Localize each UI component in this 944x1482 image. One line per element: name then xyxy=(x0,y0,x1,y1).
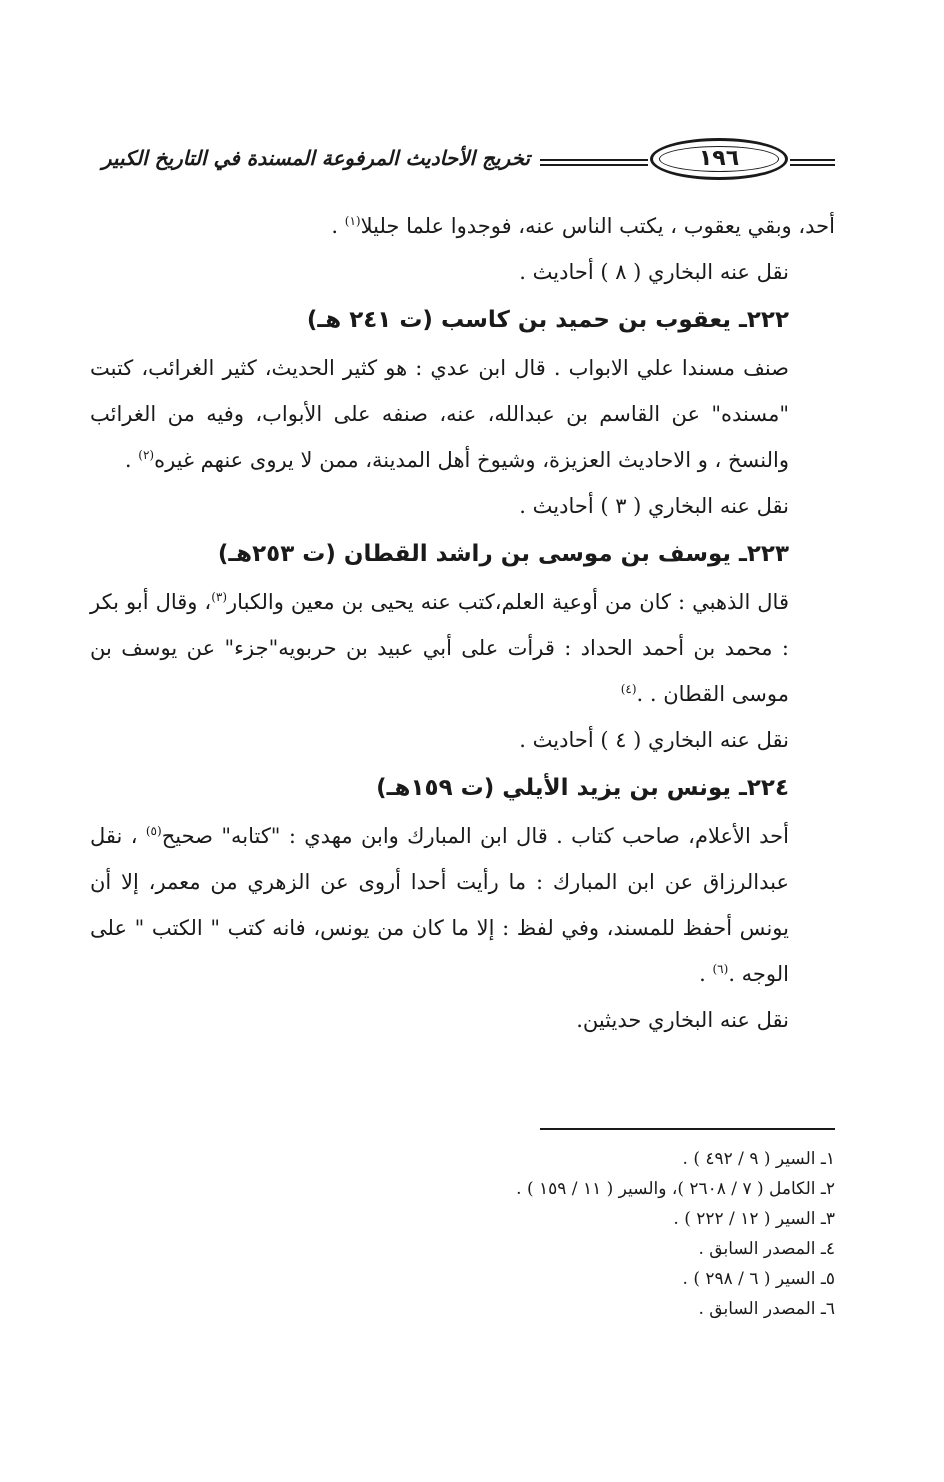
footnote: ١ـ السير ( ٩ / ٤٩٢ ) . xyxy=(682,1149,835,1169)
entry-heading-223: ٢٢٣ـ يوسف بن موسى بن راشد القطان (ت ٢٥٣هـ) xyxy=(217,541,789,567)
footnote: ٢ـ الكامل ( ٧ / ٢٦٠٨ )، والسير ( ١١ / ١٥٩ ) . xyxy=(516,1179,835,1199)
footnotes xyxy=(300,1144,835,1324)
continuation-line: أحد، وبقي يعقوب ، يكتب الناس عنه، فوجدوا علما جليلا$^{(١)}$ . xyxy=(331,214,835,238)
running-header xyxy=(90,138,835,190)
body-text xyxy=(90,203,835,1043)
narration-count: نقل عنه البخاري ( ٣ ) أحاديث . xyxy=(519,494,789,518)
entry-heading-224: ٢٢٤ـ يونس بن يزيد الأيلي (ت ١٥٩هـ) xyxy=(376,775,789,801)
entry-heading-222: ٢٢٢ـ يعقوب بن حميد بن كاسب (ت ٢٤١ هـ) xyxy=(306,307,789,333)
footnote-ref-2: (٢) xyxy=(138,448,155,462)
narration-count: نقل عنه البخاري حديثين. xyxy=(576,1008,789,1032)
footnote-ref-6: (٦) xyxy=(712,962,729,976)
footnote-separator xyxy=(540,1128,835,1130)
footnote-ref-4: (٤) xyxy=(620,682,637,696)
footnote: ٦ـ المصدر السابق . xyxy=(698,1299,835,1319)
page-number-badge xyxy=(650,138,788,180)
page-number: ١٩٦ xyxy=(698,146,740,171)
entry-paragraph-224: أحد الأعلام، صاحب كتاب . قال ابن المبارك وابن مهدي : "كتابه" صحيح$^{(٥)}$ ، نقل عبدالرزاق عن ابن المبارك : ما رأيت أحدا أروى عن الزهري من معمر، إلا أن يونس أحفظ للمسند، وفي لفظ : إلا ما كان من يونس، فانه كتب " الكتب " على الوجه .$^{(٦)}$ . xyxy=(90,824,790,986)
entry-paragraph-223: قال الذهبي : كان من أوعية العلم،كتب عنه يحيى بن معين والكبار$^{(٣)}$، وقال أبو بكر : محمد بن أحمد الحداد : قرأت على أبي عبيد بن حربويه"جزء" عن يوسف بن موسى القطان . .$^{(٤)}$ xyxy=(90,590,789,706)
book-title: تخريج الأحاديث المرفوعة المسندة في التاريخ الكبير xyxy=(101,146,530,170)
header-rule-left xyxy=(540,159,648,166)
entry-paragraph-222: صنف مسندا علي الابواب . قال ابن عدي : هو كثير الحديث، كثير الغرائب، كتبت "مسنده" عن القاسم بن عبدالله، عنه، صنفه على الأبواب، وفيه من الغرائب والنسخ ، و الاحاديث العزيزة، وشيوخ أهل المدينة، ممن لا يروى عنهم غيره$^{(٢)}$ . xyxy=(90,356,789,472)
footnote: ٥ـ السير ( ٦ / ٢٩٨ ) . xyxy=(682,1269,835,1289)
footnote-ref-3: (٣) xyxy=(211,590,228,604)
footnote: ٤ـ المصدر السابق . xyxy=(698,1239,835,1259)
footnote-ref-5: (٥) xyxy=(145,824,162,838)
footnote: ٣ـ السير ( ١٢ / ٢٢٢ ) . xyxy=(673,1209,835,1229)
footnote-ref-1: (١) xyxy=(344,214,361,228)
narration-count: نقل عنه البخاري ( ٤ ) أحاديث . xyxy=(519,728,789,752)
narration-count: نقل عنه البخاري ( ٨ ) أحاديث . xyxy=(519,260,789,284)
header-rule-right xyxy=(790,159,835,166)
